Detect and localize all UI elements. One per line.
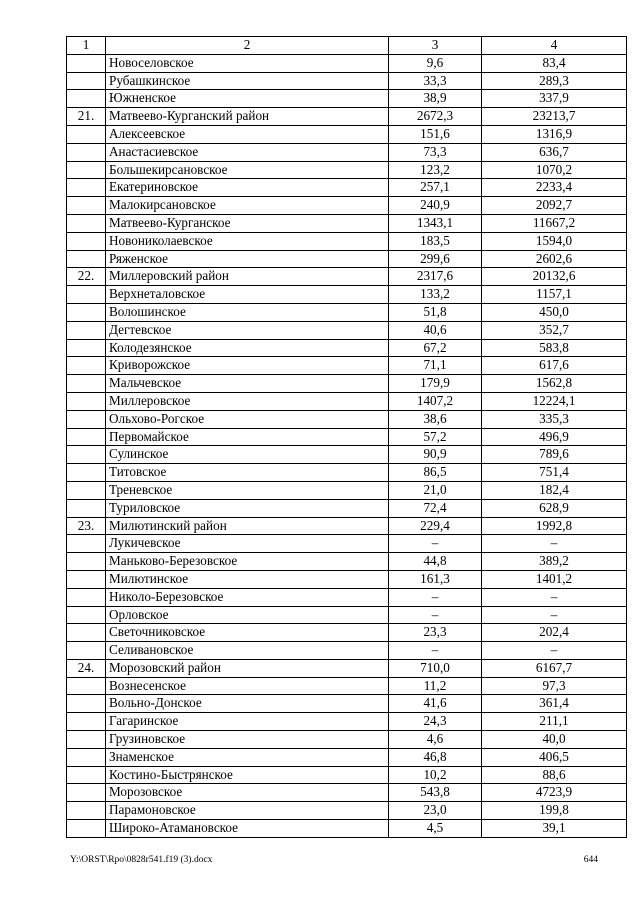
table-row — [67, 161, 627, 179]
value-col-4: 23213,7 — [482, 108, 627, 126]
row-number — [67, 499, 106, 517]
table-row — [67, 357, 627, 375]
row-number — [67, 464, 106, 482]
value-col-3: 38,6 — [389, 410, 482, 428]
settlement-name: Сулинское — [106, 446, 389, 464]
table-row — [67, 446, 627, 464]
value-col-4: 617,6 — [482, 357, 627, 375]
value-col-3: 183,5 — [389, 232, 482, 250]
value-col-4: 1562,8 — [482, 375, 627, 393]
settlement-name: Костино-Быстрянское — [106, 766, 389, 784]
value-col-4: 202,4 — [482, 624, 627, 642]
table-row — [67, 339, 627, 357]
table-row — [67, 588, 627, 606]
table-row — [67, 820, 627, 838]
table-row — [67, 72, 627, 90]
value-col-4: 352,7 — [482, 321, 627, 339]
value-col-3: 90,9 — [389, 446, 482, 464]
value-col-3: 21,0 — [389, 481, 482, 499]
row-number — [67, 250, 106, 268]
settlement-name: Треневское — [106, 481, 389, 499]
value-col-4: 361,4 — [482, 695, 627, 713]
table-row — [67, 624, 627, 642]
value-col-3: 71,1 — [389, 357, 482, 375]
table-row — [67, 197, 627, 215]
table-row — [67, 802, 627, 820]
settlement-name: Ольхово-Рогское — [106, 410, 389, 428]
value-col-4: 83,4 — [482, 54, 627, 72]
table-row — [67, 731, 627, 749]
row-number — [67, 820, 106, 838]
value-col-4: 1070,2 — [482, 161, 627, 179]
table-row — [67, 517, 627, 535]
settlement-name: Анастасиевское — [106, 143, 389, 161]
row-number — [67, 214, 106, 232]
settlement-name: Миллеровское — [106, 392, 389, 410]
row-number — [67, 748, 106, 766]
value-col-3: 46,8 — [389, 748, 482, 766]
value-col-3: – — [389, 642, 482, 660]
value-col-3: 4,5 — [389, 820, 482, 838]
settlement-name: Ряженское — [106, 250, 389, 268]
row-number — [67, 481, 106, 499]
settlement-name: Гагаринское — [106, 713, 389, 731]
settlement-name: Большекирсановское — [106, 161, 389, 179]
value-col-3: 9,6 — [389, 54, 482, 72]
row-number — [67, 624, 106, 642]
row-number — [67, 713, 106, 731]
row-number — [67, 357, 106, 375]
value-col-3: 44,8 — [389, 553, 482, 571]
row-number — [67, 553, 106, 571]
value-col-4: – — [482, 642, 627, 660]
table-row — [67, 232, 627, 250]
settlement-name: Вознесенское — [106, 677, 389, 695]
table-row — [67, 766, 627, 784]
value-col-3: 710,0 — [389, 659, 482, 677]
value-col-3: 41,6 — [389, 695, 482, 713]
value-col-4: 2233,4 — [482, 179, 627, 197]
row-number — [67, 143, 106, 161]
settlement-name: Матвеево-Курганский район — [106, 108, 389, 126]
row-number — [67, 161, 106, 179]
value-col-3: 123,2 — [389, 161, 482, 179]
value-col-4: – — [482, 606, 627, 624]
value-col-4: 12224,1 — [482, 392, 627, 410]
value-col-4: 1401,2 — [482, 570, 627, 588]
row-number — [67, 677, 106, 695]
row-number — [67, 90, 106, 108]
row-number — [67, 428, 106, 446]
value-col-4: 40,0 — [482, 731, 627, 749]
settlement-name: Милютинское — [106, 570, 389, 588]
settlement-name: Новоселовское — [106, 54, 389, 72]
row-number — [67, 303, 106, 321]
table-row — [67, 464, 627, 482]
header-col-3: 3 — [389, 37, 482, 55]
value-col-4: 406,5 — [482, 748, 627, 766]
value-col-3: 67,2 — [389, 339, 482, 357]
value-col-4: 751,4 — [482, 464, 627, 482]
table-row — [67, 410, 627, 428]
value-col-3: 229,4 — [389, 517, 482, 535]
table-row — [67, 713, 627, 731]
table-row — [67, 677, 627, 695]
value-col-4: – — [482, 535, 627, 553]
value-col-4: 789,6 — [482, 446, 627, 464]
table-row — [67, 748, 627, 766]
value-col-4: 636,7 — [482, 143, 627, 161]
settlement-name: Грузиновское — [106, 731, 389, 749]
header-col-2: 2 — [106, 37, 389, 55]
table-row — [67, 268, 627, 286]
value-col-4: 496,9 — [482, 428, 627, 446]
table-row — [67, 179, 627, 197]
value-col-3: – — [389, 535, 482, 553]
row-number — [67, 784, 106, 802]
value-col-3: 1343,1 — [389, 214, 482, 232]
settlement-name: Криворожское — [106, 357, 389, 375]
table-row — [67, 499, 627, 517]
row-number — [67, 535, 106, 553]
settlement-name: Николо-Березовское — [106, 588, 389, 606]
settlement-name: Маньково-Березовское — [106, 553, 389, 571]
row-number — [67, 588, 106, 606]
table-row — [67, 90, 627, 108]
footer-file-path: Y:\ORST\Rpo\0828r541.f19 (3).docx — [70, 855, 213, 865]
row-number — [67, 392, 106, 410]
value-col-3: 151,6 — [389, 125, 482, 143]
page-footer — [70, 855, 598, 865]
value-col-4: 1157,1 — [482, 286, 627, 304]
value-col-3: 257,1 — [389, 179, 482, 197]
table-row — [67, 321, 627, 339]
value-col-3: – — [389, 588, 482, 606]
settlement-name: Морозовский район — [106, 659, 389, 677]
table-row — [67, 54, 627, 72]
settlement-name: Орловское — [106, 606, 389, 624]
settlement-name: Матвеево-Курганское — [106, 214, 389, 232]
value-col-3: 33,3 — [389, 72, 482, 90]
data-table — [66, 36, 627, 838]
value-col-3: 4,6 — [389, 731, 482, 749]
table-row — [67, 659, 627, 677]
table-row — [67, 392, 627, 410]
value-col-4: 583,8 — [482, 339, 627, 357]
table-row — [67, 214, 627, 232]
table-row — [67, 143, 627, 161]
settlement-name: Миллеровский район — [106, 268, 389, 286]
value-col-4: 337,9 — [482, 90, 627, 108]
row-number — [67, 446, 106, 464]
value-col-3: 161,3 — [389, 570, 482, 588]
settlement-name: Лукичевское — [106, 535, 389, 553]
value-col-3: 40,6 — [389, 321, 482, 339]
value-col-4: 289,3 — [482, 72, 627, 90]
value-col-4: 4723,9 — [482, 784, 627, 802]
value-col-4: 1316,9 — [482, 125, 627, 143]
settlement-name: Малокирсановское — [106, 197, 389, 215]
value-col-3: 240,9 — [389, 197, 482, 215]
row-number: 23. — [67, 517, 106, 535]
settlement-name: Светочниковское — [106, 624, 389, 642]
row-number: 22. — [67, 268, 106, 286]
row-number — [67, 286, 106, 304]
value-col-4: 389,2 — [482, 553, 627, 571]
value-col-3: 133,2 — [389, 286, 482, 304]
value-col-4: 1594,0 — [482, 232, 627, 250]
table-header-row — [67, 37, 627, 55]
row-number — [67, 695, 106, 713]
value-col-3: 24,3 — [389, 713, 482, 731]
value-col-4: 2092,7 — [482, 197, 627, 215]
settlement-name: Рубашкинское — [106, 72, 389, 90]
table-row — [67, 481, 627, 499]
value-col-3: 38,9 — [389, 90, 482, 108]
row-number: 21. — [67, 108, 106, 126]
value-col-4: 335,3 — [482, 410, 627, 428]
settlement-name: Титовское — [106, 464, 389, 482]
value-col-3: 57,2 — [389, 428, 482, 446]
value-col-3: 51,8 — [389, 303, 482, 321]
row-number — [67, 72, 106, 90]
value-col-4: 88,6 — [482, 766, 627, 784]
value-col-4: 211,1 — [482, 713, 627, 731]
settlement-name: Первомайское — [106, 428, 389, 446]
table-row — [67, 303, 627, 321]
settlement-name: Дегтевское — [106, 321, 389, 339]
table-row — [67, 250, 627, 268]
table-row — [67, 570, 627, 588]
value-col-3: 86,5 — [389, 464, 482, 482]
value-col-4: 199,8 — [482, 802, 627, 820]
footer-page-number: 644 — [583, 855, 598, 865]
table-row — [67, 286, 627, 304]
settlement-name: Знаменское — [106, 748, 389, 766]
value-col-3: 299,6 — [389, 250, 482, 268]
value-col-3: 11,2 — [389, 677, 482, 695]
value-col-3: 1407,2 — [389, 392, 482, 410]
settlement-name: Новониколаевское — [106, 232, 389, 250]
value-col-3: 72,4 — [389, 499, 482, 517]
settlement-name: Туриловское — [106, 499, 389, 517]
settlement-name: Екатериновское — [106, 179, 389, 197]
settlement-name: Морозовское — [106, 784, 389, 802]
value-col-3: 179,9 — [389, 375, 482, 393]
row-number — [67, 570, 106, 588]
settlement-name: Селивановское — [106, 642, 389, 660]
value-col-4: 450,0 — [482, 303, 627, 321]
value-col-4: 628,9 — [482, 499, 627, 517]
row-number — [67, 766, 106, 784]
value-col-4: 20132,6 — [482, 268, 627, 286]
value-col-4: – — [482, 588, 627, 606]
value-col-3: 2672,3 — [389, 108, 482, 126]
value-col-3: 73,3 — [389, 143, 482, 161]
settlement-name: Мальчевское — [106, 375, 389, 393]
table-row — [67, 784, 627, 802]
row-number — [67, 642, 106, 660]
value-col-4: 182,4 — [482, 481, 627, 499]
settlement-name: Верхнеталовское — [106, 286, 389, 304]
value-col-3: 23,3 — [389, 624, 482, 642]
settlement-name: Вольно-Донское — [106, 695, 389, 713]
value-col-4: 39,1 — [482, 820, 627, 838]
row-number — [67, 410, 106, 428]
settlement-name: Алексеевское — [106, 125, 389, 143]
settlement-name: Милютинский район — [106, 517, 389, 535]
row-number — [67, 125, 106, 143]
value-col-3: 543,8 — [389, 784, 482, 802]
header-col-1: 1 — [67, 37, 106, 55]
value-col-4: 6167,7 — [482, 659, 627, 677]
row-number — [67, 232, 106, 250]
table-row — [67, 428, 627, 446]
row-number — [67, 179, 106, 197]
value-col-4: 97,3 — [482, 677, 627, 695]
value-col-3: – — [389, 606, 482, 624]
value-col-3: 2317,6 — [389, 268, 482, 286]
table-row — [67, 695, 627, 713]
row-number — [67, 606, 106, 624]
row-number — [67, 339, 106, 357]
row-number — [67, 731, 106, 749]
value-col-4: 2602,6 — [482, 250, 627, 268]
table-row — [67, 606, 627, 624]
settlement-name: Волошинское — [106, 303, 389, 321]
header-col-4: 4 — [482, 37, 627, 55]
settlement-name: Южненское — [106, 90, 389, 108]
table-row — [67, 125, 627, 143]
row-number — [67, 197, 106, 215]
settlement-name: Парамоновское — [106, 802, 389, 820]
value-col-4: 11667,2 — [482, 214, 627, 232]
table-row — [67, 375, 627, 393]
value-col-3: 23,0 — [389, 802, 482, 820]
table-row — [67, 535, 627, 553]
table-row — [67, 553, 627, 571]
settlement-name: Колодезянское — [106, 339, 389, 357]
row-number — [67, 802, 106, 820]
table-row — [67, 108, 627, 126]
settlement-name: Широко-Атамановское — [106, 820, 389, 838]
table-row — [67, 642, 627, 660]
row-number — [67, 375, 106, 393]
value-col-3: 10,2 — [389, 766, 482, 784]
table-body — [67, 37, 627, 838]
row-number — [67, 54, 106, 72]
row-number: 24. — [67, 659, 106, 677]
value-col-4: 1992,8 — [482, 517, 627, 535]
row-number — [67, 321, 106, 339]
